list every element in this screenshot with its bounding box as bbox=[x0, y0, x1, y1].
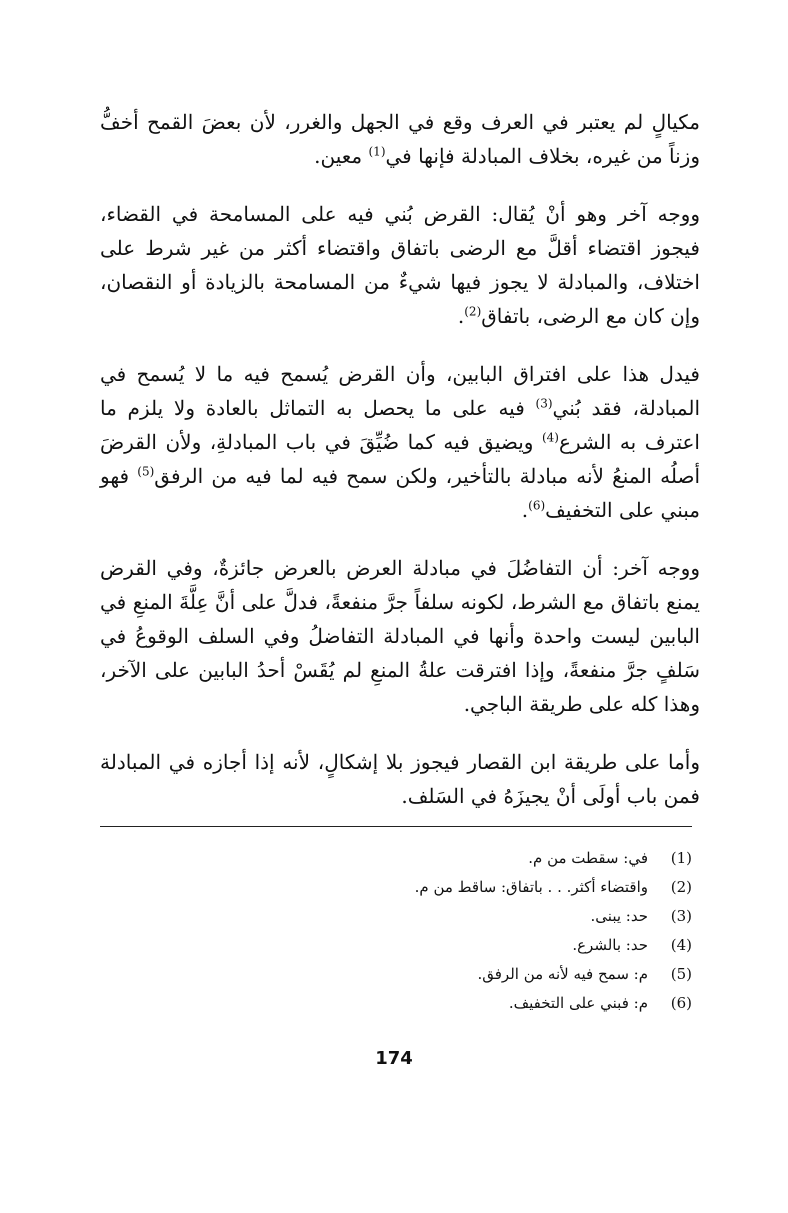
footnote-text: في: سقطت من م. bbox=[528, 849, 648, 867]
footnote bbox=[100, 902, 692, 931]
page-number: 174 bbox=[375, 1048, 413, 1069]
footnote-ref[interactable]: (5) bbox=[137, 464, 155, 479]
footnote-number: (2) bbox=[670, 878, 692, 896]
footnote-ref[interactable]: (4) bbox=[541, 430, 559, 445]
paragraph-text: ووجه آخر وهو أنْ يُقال: القرض بُني فيه على المسامحة في القضاء، فيجوز اقتضاء أقلَّ مع الرضى باتفاق واقتضاء أكثر من غير شرط على اختلاف، والمبادلة لا يجوز فيها شيءٌ من المسامحة بالزيادة أو النقصان، وإن كان مع الرضى، باتفاق bbox=[100, 202, 700, 328]
footnote-number: (4) bbox=[670, 936, 692, 954]
footnote-text: م: سمح فيه لأنه من الرفق. bbox=[477, 965, 648, 983]
footnote-number: (6) bbox=[670, 994, 692, 1012]
footnote-ref[interactable]: (2) bbox=[464, 304, 482, 319]
paragraph-text: وأما على طريقة ابن القصار فيجوز بلا إشكالٍ، لأنه إذا أجازه في المبادلة فمن باب أولَى أنْ يجيزَهُ في السَلف. bbox=[100, 750, 700, 808]
paragraph-text: فيدل هذا على افتراق البابين، وأن القرض يُسمح فيه ما لا يُسمح في المبادلة، فقد بُني bbox=[100, 362, 700, 420]
footnote bbox=[100, 989, 692, 1018]
footnote-text: واقتضاء أكثر. . . باتفاق: ساقط من م. bbox=[414, 878, 648, 896]
footnote bbox=[100, 931, 692, 960]
footnote bbox=[100, 844, 692, 873]
footnote-separator bbox=[100, 826, 692, 827]
footnotes bbox=[100, 844, 692, 1018]
paragraph-text: . bbox=[521, 498, 529, 522]
main-text bbox=[100, 105, 700, 813]
footnote-text: حد: يبنى. bbox=[590, 907, 648, 925]
paragraph bbox=[100, 357, 700, 527]
footnote-ref[interactable]: (6) bbox=[528, 498, 546, 513]
paragraph-text: . bbox=[457, 304, 465, 328]
paragraph bbox=[100, 105, 700, 173]
footnote-text: حد: بالشرع. bbox=[572, 936, 648, 954]
footnote-number: (3) bbox=[670, 907, 692, 925]
paragraph-text: مكيالٍ لم يعتبر في العرف وقع في الجهل والغرر، لأن بعضَ القمح أخفُّ وزناً من غيره، بخلاف المبادلة فإنها في bbox=[100, 110, 700, 168]
footnote-ref[interactable]: (1) bbox=[368, 144, 386, 159]
paragraph-text: فهو مبني على التخفيف bbox=[100, 464, 700, 522]
paragraph-text: ويضيق فيه كما ضُيِّقَ في باب المبادلةِ، ولأن القرضَ أصلُه المنعُ لأنه مبادلة بالتأخير، ولكن سمح فيه لما فيه من الرفق bbox=[100, 430, 700, 488]
footnote-ref[interactable]: (3) bbox=[535, 396, 553, 411]
footnote-number: (1) bbox=[670, 849, 692, 867]
footnote bbox=[100, 873, 692, 902]
footnote-text: م: فبني على التخفيف. bbox=[508, 994, 648, 1012]
paragraph-text: معين. bbox=[314, 144, 369, 168]
paragraph bbox=[100, 197, 700, 333]
paragraph-text: فيه على ما يحصل به التماثل بالعادة ولا يلزم ما اعترف به الشرع bbox=[100, 396, 700, 454]
footnote-number: (5) bbox=[670, 965, 692, 983]
footnote bbox=[100, 960, 692, 989]
paragraph bbox=[100, 551, 700, 721]
paragraph bbox=[100, 745, 700, 813]
paragraph-text: ووجه آخر: أن التفاضُلَ في مبادلة العرض بالعرض جائزةٌ، وفي القرض يمنع باتفاق مع الشرط، لكونه سلفاً جرَّ منفعةً، فدلَّ على أنَّ عِلَّةَ المنعِ في البابين ليست واحدة وأنها في المبادلة التفاضلُ وفي السلف الوقوعُ في سَلفٍ جرَّ منفعةً، وإذا افترقت علةُ المنعِ لم يُقَسْ أحدُ البابين على الآخر، وهذا كله على طريقة الباجي. bbox=[100, 556, 700, 716]
